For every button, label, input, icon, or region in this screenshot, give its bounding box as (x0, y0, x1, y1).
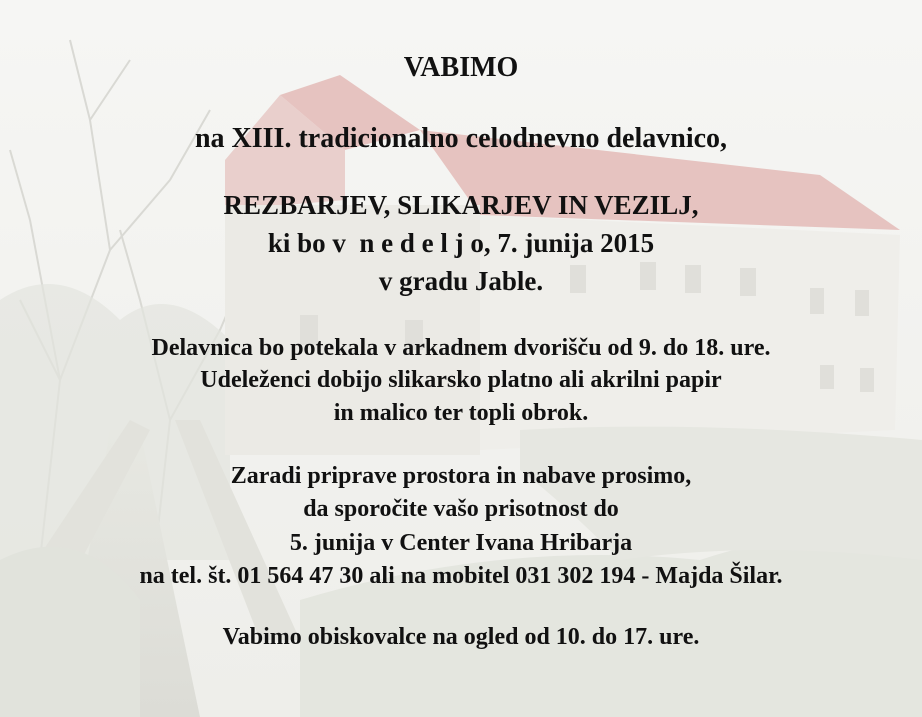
registration-line: da sporočite vašo prisotnost do (303, 496, 619, 522)
contact-line: na tel. št. 01 564 47 30 ali na mobitel 031 302 194 - Majda Šilar. (139, 563, 783, 589)
details-line: Udeleženci dobijo slikarsko platno ali akrilni papir (200, 367, 722, 393)
details-line: in malico ter topli obrok. (333, 400, 589, 426)
registration-line: Zaradi priprave prostora in nabave prosimo, (230, 463, 692, 489)
event-venue: v gradu Jable. (378, 266, 544, 296)
details-line: Delavnica bo potekala v arkadnem dvorišču od 9. do 18. ure. (151, 335, 771, 361)
event-title: REZBARJEV, SLIKARJEV IN VEZILJ, (223, 190, 699, 220)
registration-line: 5. junija v Center Ivana Hribarja (289, 530, 633, 556)
heading: VABIMO (403, 52, 519, 83)
event-date: ki bo v n e d e l j o, 7. junija 2015 (267, 228, 655, 258)
subheading: na XIII. tradicionalno celodnevno delavnico, (194, 123, 728, 154)
visitors-note: Vabimo obiskovalce na ogled od 10. do 17. ure. (222, 624, 700, 650)
